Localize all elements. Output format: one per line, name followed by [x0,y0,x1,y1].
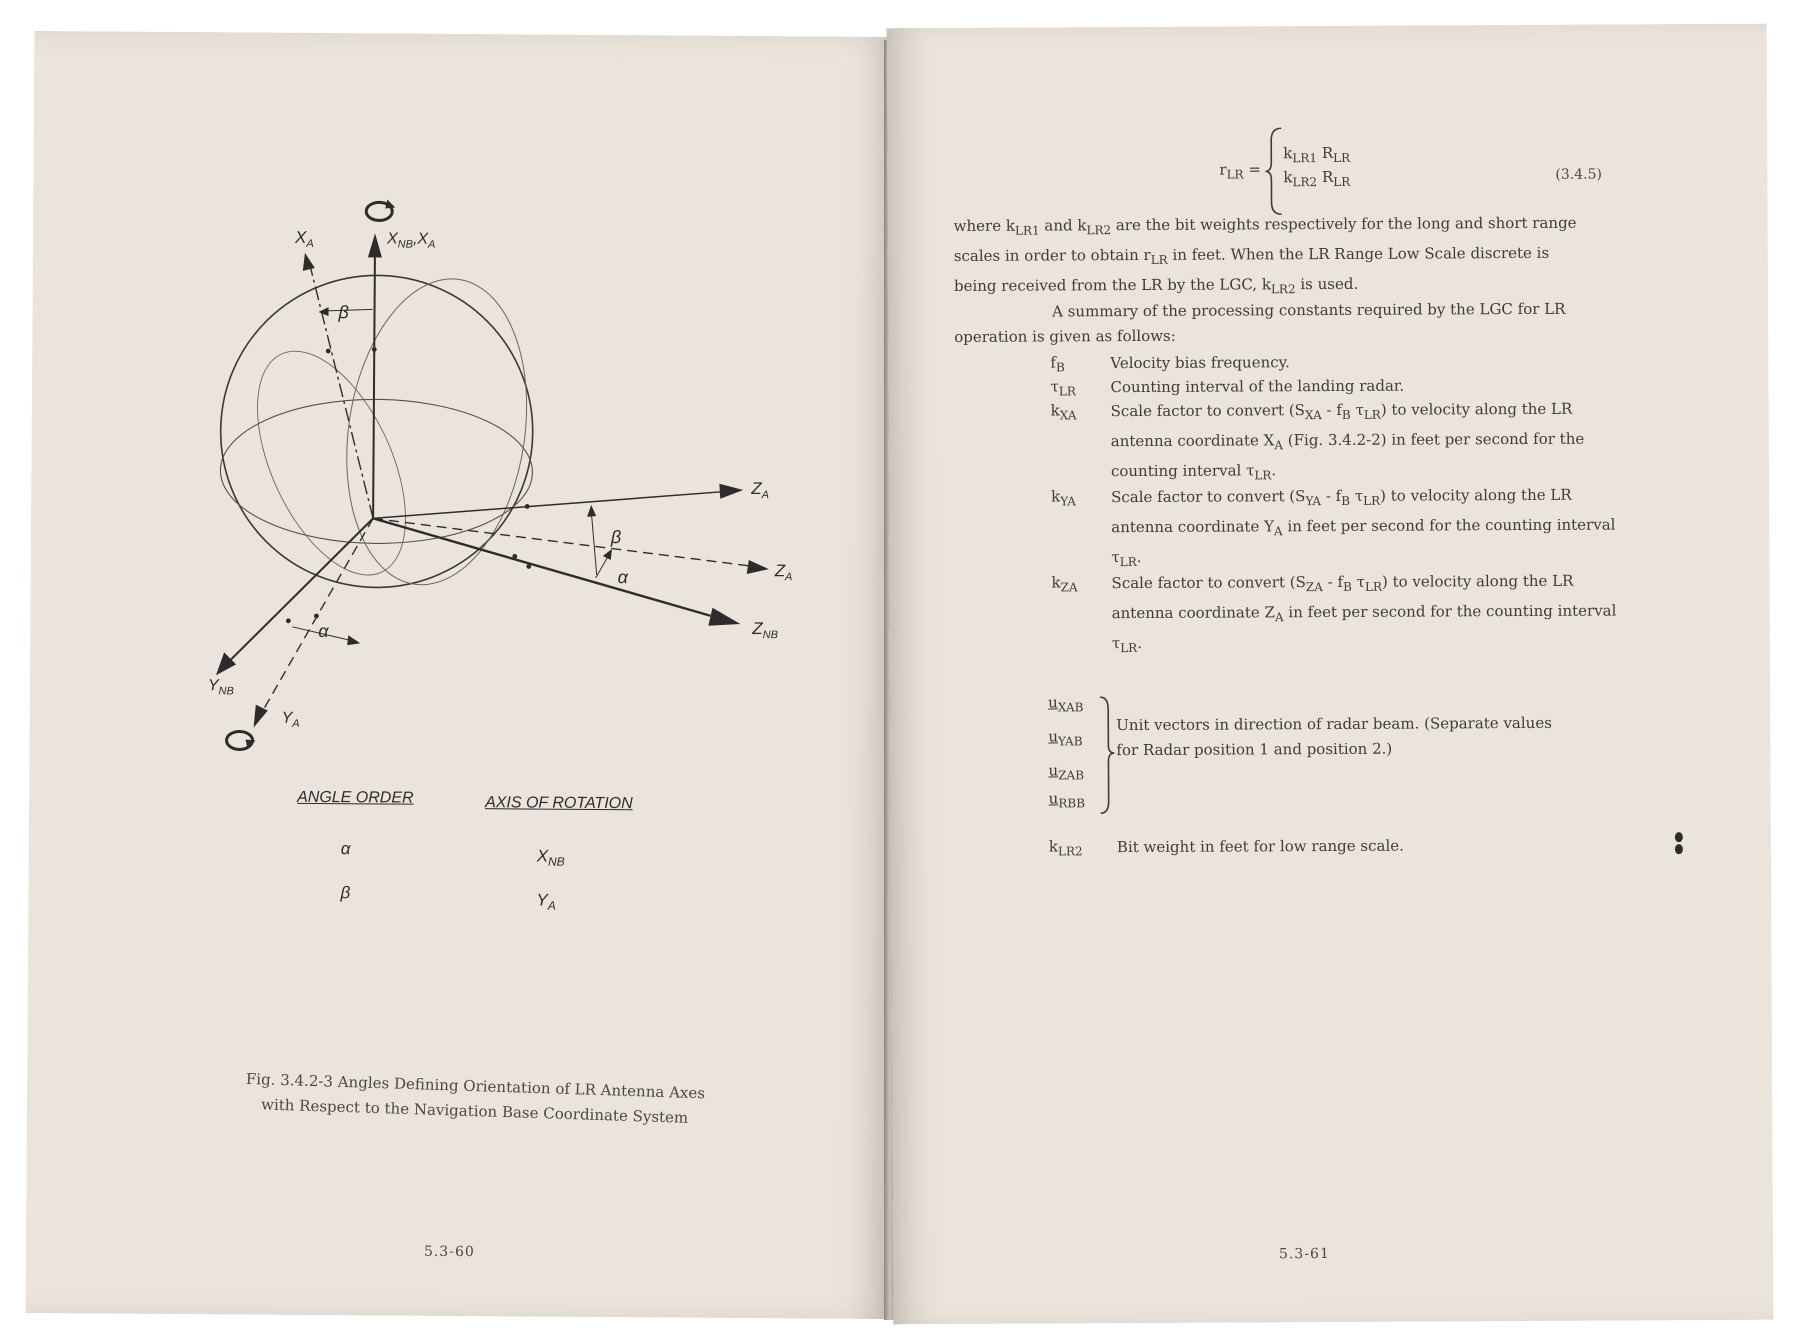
label-za: $Z_A$ [751,479,770,502]
equation-case-2: $k_{LR2}$ $R_{LR}$ [1283,167,1351,190]
label-za-prime: $Z_A$ [774,561,793,584]
lr-antenna-axes-diagram [29,31,897,837]
equation-lhs: $r_{LR}$ = [1219,160,1261,182]
table-angle-row-1: α [340,839,351,859]
axis-za-prime-arrow [747,560,769,574]
sphere-equator [220,398,533,544]
constant-fb-desc: Velocity bias frequency. [1110,353,1290,373]
constant-kxa-desc: Scale factor to convert ($S_{XA} - f_B$ $\tau_{LR}$) to velocity along the LR antenna coordinate $X_A$ (Fig. 3.4.2-2) in feet per second for the counting interval $\tau_{LR}$. [1110,399,1585,483]
unit-vector-brace [1098,695,1117,815]
axis-ynb-arrow [216,652,236,675]
beta-arc-top-arrow [319,307,329,316]
label-znb: $Z_{NB}$ [752,619,778,642]
table-axis-row-1: $X_{NB}$ [536,846,565,869]
axis-za-arrow [719,484,743,499]
beta-arc-right-arrow [587,505,596,517]
sphere-meridian-2 [227,329,436,597]
constant-fb-symbol: $f_B$ [1050,353,1065,375]
beta-arc-right [591,510,597,575]
paragraph-summary: A summary of the processing constants required by the LGC for LR operation is given as follows: [954,299,1566,346]
unit-vector-rbb: $u_{RBB}$ [1048,789,1086,811]
label-beta-right: β [610,527,622,548]
table-angle-row-2: β [340,883,351,903]
constant-kza-symbol: $k_{ZA}$ [1051,573,1078,595]
label-alpha-bottom: α [318,621,329,642]
label-ya: $Y_A$ [281,709,300,730]
label-beta-top: β [338,302,349,323]
alpha-arc-bottom-arrow [347,635,360,645]
constant-klr2-symbol: $k_{LR2}$ [1048,837,1083,859]
page-number-right: 5.3-61 [1278,1246,1330,1263]
unit-vector-xab: $u_{XAB}$ [1048,693,1084,715]
table-header-angle-order: ANGLE ORDER [297,788,414,807]
constant-kza-desc: Scale factor to convert ($S_{ZA} - f_B$ $\tau_{LR}$) to velocity along the LR antenna coordinate $Z_A$ in feet per second for the counting interval $\tau_{LR}$. [1111,571,1617,656]
constant-tau-lr-desc: Counting interval of the landing radar. [1110,376,1405,397]
axis-ya-arrow [254,705,268,728]
right-page [887,24,1774,1325]
sphere-outline [220,274,534,588]
unit-vector-yab: $u_{YAB}$ [1048,727,1083,749]
axis-xa-arrow [303,253,315,271]
axis-xnb [373,248,375,518]
label-xa: $X_A$ [294,227,314,250]
axis-xnb-arrow [368,233,382,257]
constant-klr2-desc: Bit weight in feet for low range scale. [1116,836,1404,857]
axis-znb [372,518,711,615]
table-axis-row-2: $Y_A$ [536,890,556,913]
alpha-arc-right [596,555,609,578]
constant-kya-desc: Scale factor to convert ($S_{YA} - f_B$ $\tau_{LR}$) to velocity along the LR antenna coordinate $Y_A$ in feet per second for the counting interval $\tau_{LR}$. [1111,485,1616,570]
rotation-icon-xnb [366,199,395,220]
figure-caption: Fig. 3.4.2-3 Angles Defining Orientation of LR Antenna Axes with Respect to the Navigation Base Coordinate System [245,1069,706,1127]
axis-za [373,489,721,520]
axis-za-prime [373,518,751,566]
table-header-axis-of-rotation: AXIS OF ROTATION [485,794,633,813]
rotation-icon-ya [226,731,255,749]
label-ynb: $Y_{NB}$ [207,677,234,698]
constant-kxa-symbol: $k_{XA}$ [1050,401,1077,423]
label-alpha-right: α [617,567,629,588]
axis-znb-arrow [708,608,740,626]
equation-number: (3.4.5) [1555,166,1602,183]
sphere-meridian-1 [327,267,546,597]
constant-tau-lr-symbol: $\tau_{LR}$ [1050,377,1076,399]
revision-mark-icon [1673,830,1685,856]
paragraph-where: where $k_{LR1}$ and $k_{LR2}$ are the bit weights respectively for the long and short range scales in order to obtain $r_{LR}$ in feet. When the LR Range Low Scale discrete is being received from the LR by the LGC, $k_{LR2}$ is used. [953,213,1577,297]
constant-kya-symbol: $k_{YA}$ [1051,487,1076,509]
left-page [26,31,897,1319]
unit-vector-zab: $u_{ZAB}$ [1048,761,1085,783]
unit-vector-desc: Unit vectors in direction of radar beam. (Separate values for Radar position 1 and position 2.) [1116,713,1552,760]
page-number-left: 5.3-60 [423,1243,475,1261]
label-xnb-xa-prime: $X_{NB},X_A$ [386,230,436,251]
equation-case-1: $k_{LR1}$ $R_{LR}$ [1283,143,1351,166]
